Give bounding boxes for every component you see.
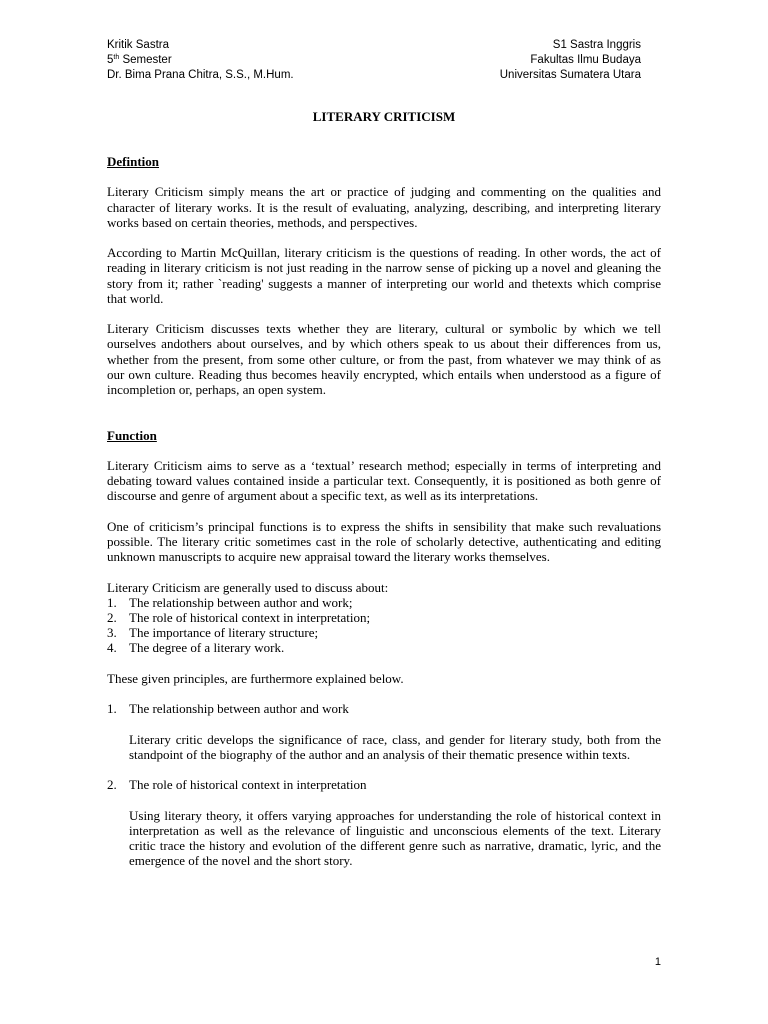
list-text: The relationship between author and work;: [129, 594, 353, 610]
list-item: [107, 595, 661, 610]
document-body: [107, 154, 661, 868]
program-name: S1 Sastra Inggris: [552, 39, 641, 51]
explanation-section: [107, 701, 661, 716]
list-number: 2.: [107, 609, 117, 625]
definition-paragraph: Literary Criticism discusses texts whether they are literary, cultural or symbolic by which we tell ourselves andothers about ourselves, and by which others speak to us about their differences from us, whether from the present, from some other culture, or from the past, from whatever we may think of as our own culture. Reading thus becomes heavily encrypted, which entails when understood as a figure of incompletion or, perhaps, an open system.: [107, 321, 661, 397]
list-number: 1.: [107, 594, 117, 610]
list-text: The importance of literary structure;: [129, 625, 319, 641]
definition-heading: Defintion: [107, 154, 159, 169]
list-number: 4.: [107, 640, 117, 656]
university-name: Universitas Sumatera Utara: [499, 69, 641, 81]
list-item: [107, 610, 661, 625]
semester-number: 5: [107, 54, 114, 66]
explanation-number: 2.: [107, 777, 117, 793]
page-header: [107, 38, 641, 83]
explanation-number: 1.: [107, 701, 117, 717]
list-intro: Literary Criticism are generally used to discuss about:: [107, 579, 389, 595]
page-number: 1: [654, 956, 661, 968]
function-paragraph: Literary Criticism aims to serve as a ‘textual’ research method; especially in terms of interpreting and debating toward values contained inside a particular text. Consequently, it is positioned as both genre of discourse and genre of argument about a specific text, as well as its interpretations.: [107, 457, 661, 504]
list-text: The role of historical context in interpretation;: [129, 609, 371, 625]
list-item: [107, 640, 661, 655]
list-item: [107, 625, 661, 640]
definition-paragraph: Literary Criticism simply means the art or practice of judging and commenting on the qualities and character of literary works. It is the result of evaluating, analyzing, describing, and interpreting literary works based on certain theories, methods, and perspectives.: [107, 184, 661, 230]
semester-suffix: th: [113, 54, 120, 61]
explanation-section: [107, 777, 661, 792]
lecturer-name: Dr. Bima Prana Chitra, S.S., M.Hum.: [107, 69, 294, 81]
function-paragraph: One of criticism’s principal functions is to express the shifts in sensibility that make such revaluations possible. The literary critic sometimes cast in the role of scholarly detective, authenticating and editing unknown manuscripts to acquire new appraisal toward the literary works themselves.: [107, 518, 661, 565]
explanation-title-row: [107, 701, 661, 716]
course-name: Kritik Sastra: [107, 39, 169, 51]
list-text: The degree of a literary work.: [129, 640, 285, 656]
semester-word: Semester: [119, 54, 172, 66]
explanation-title: The role of historical context in interpretation: [129, 777, 367, 793]
faculty-name: Fakultas Ilmu Budaya: [530, 54, 641, 66]
principles-intro: These given principles, are furthermore explained below.: [107, 670, 404, 686]
explanation-text: Literary critic develops the significance of race, class, and gender for literary study, both from the standpoint of the biography of the author and an analysis of their thematic presence within texts.: [129, 731, 661, 762]
explanation-title-row: [107, 777, 661, 792]
explanation-title: The relationship between author and work: [129, 701, 349, 717]
list-number: 3.: [107, 625, 117, 641]
semester: [107, 53, 172, 68]
definition-paragraph: According to Martin McQuillan, literary criticism is the questions of reading. In other words, the act of reading in literary criticism is not just reading in the narrow sense of picking up a novel and gleaning the story from it; rather `reading' suggests a manner of interpreting our world and thetexts which comprise that world.: [107, 245, 661, 306]
topics-list: [107, 595, 661, 656]
document-title: LITERARY CRITICISM: [312, 109, 456, 124]
explanation-text: Using literary theory, it offers varying approaches for understanding the role of historical context in interpretation as well as the relevance of linguistic and unconscious elements of the text. Literary critic trace the history and evolution of the different genre such as narrative, dramatic, lyric, and the emergence of the novel and the short story.: [129, 807, 661, 869]
function-heading: Function: [107, 427, 157, 443]
